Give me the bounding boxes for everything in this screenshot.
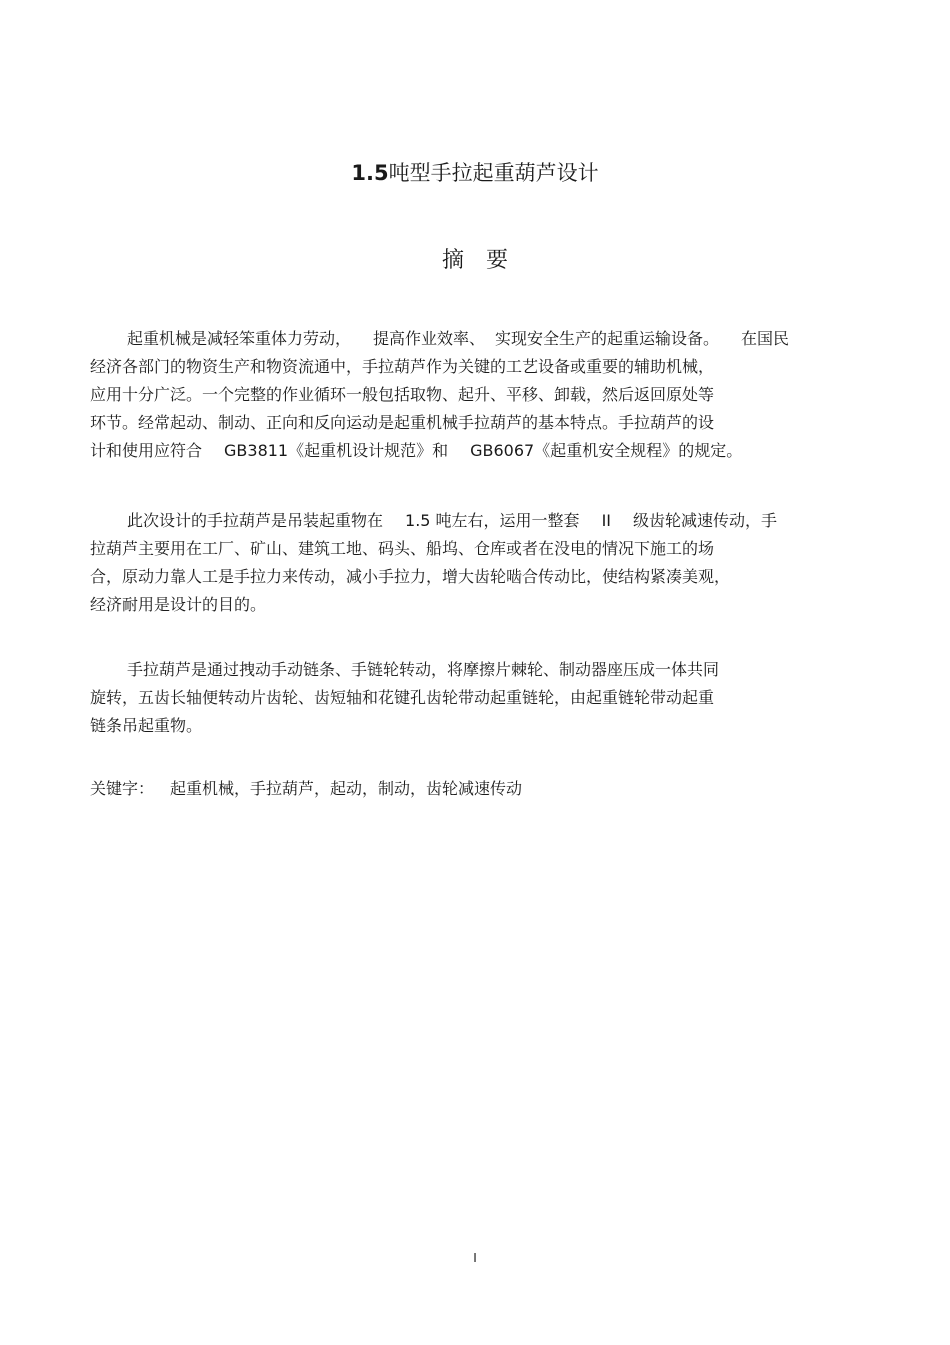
text-run: 合，原动力靠人工是手拉力来传动，减小手拉力，增大齿轮啮合传动比，使结构紧凑美观， — [90, 567, 731, 586]
text-run: GB3811《起重机设计规范》和 — [224, 441, 449, 460]
abstract-paragraph-3 — [90, 656, 880, 740]
text-run: 拉葫芦主要用在工厂、矿山、建筑工地、码头、船坞、仓库或者在没电的情况下施工的场 — [90, 539, 715, 558]
keywords-label: 关键字： — [90, 779, 155, 798]
paragraph-line — [90, 535, 880, 563]
title-number: 1.5 — [351, 161, 389, 185]
paragraph-line — [90, 437, 880, 465]
text-run: 链条吊起重物。 — [90, 716, 203, 735]
document-title — [0, 158, 950, 188]
paragraph-line — [90, 656, 880, 684]
page-number: I — [473, 1251, 477, 1265]
text-run: 环节。经常起动、制动、正向和反向运动是起重机械手拉葫芦的基本特点。手拉葫芦的设 — [90, 413, 715, 432]
title-text: 吨型手拉起重葫芦设计 — [388, 161, 599, 185]
text-run: 起重机械是减轻笨重体力劳动， — [127, 329, 352, 348]
paragraph-line — [90, 507, 880, 535]
abstract-paragraph-2 — [90, 507, 880, 619]
keywords-line — [90, 775, 522, 803]
paragraph-line — [90, 409, 880, 437]
abstract-heading: 摘要 — [441, 248, 530, 273]
text-run: 应用十分广泛。一个完整的作业循环一般包括取物、起升、平移、卸载，然后返回原处等 — [90, 385, 715, 404]
paragraph-line — [90, 712, 880, 740]
text-run: 手拉葫芦是通过拽动手动链条、手链轮转动，将摩擦片棘轮、制动器座压成一体共同 — [127, 660, 720, 679]
paragraph-line — [90, 684, 880, 712]
text-run: 级齿轮减速传动，手 — [633, 511, 778, 530]
text-run: 经济各部门的物资生产和物资流通中，手拉葫芦作为关键的工艺设备或重要的辅助机械， — [90, 357, 715, 376]
abstract-paragraph-1 — [90, 325, 880, 465]
text-run: 经济耐用是设计的目的。 — [90, 595, 267, 614]
paragraph-line — [90, 591, 880, 619]
paragraph-line — [90, 325, 880, 353]
paragraph-line — [90, 381, 880, 409]
text-run: 在国民 — [741, 329, 790, 348]
keywords-text: 起重机械，手拉葫芦，起动，制动，齿轮减速传动 — [170, 779, 523, 798]
text-run: 实现安全生产的起重运输设备。 — [495, 329, 720, 348]
text-run: 旋转，五齿长轴便转动片齿轮、齿短轴和花键孔齿轮带动起重链轮，由起重链轮带动起重 — [90, 688, 715, 707]
text-run: II — [601, 511, 611, 530]
paragraph-line — [90, 353, 880, 381]
text-run: 1.5 吨左右，运用一整套 — [405, 511, 580, 530]
text-run: 提高作业效率、 — [373, 329, 486, 348]
text-run: 计和使用应符合 — [90, 441, 203, 460]
paragraph-line — [90, 563, 880, 591]
text-run: GB6067《起重机安全规程》的规定。 — [470, 441, 743, 460]
text-run: 此次设计的手拉葫芦是吊装起重物在 — [127, 511, 384, 530]
